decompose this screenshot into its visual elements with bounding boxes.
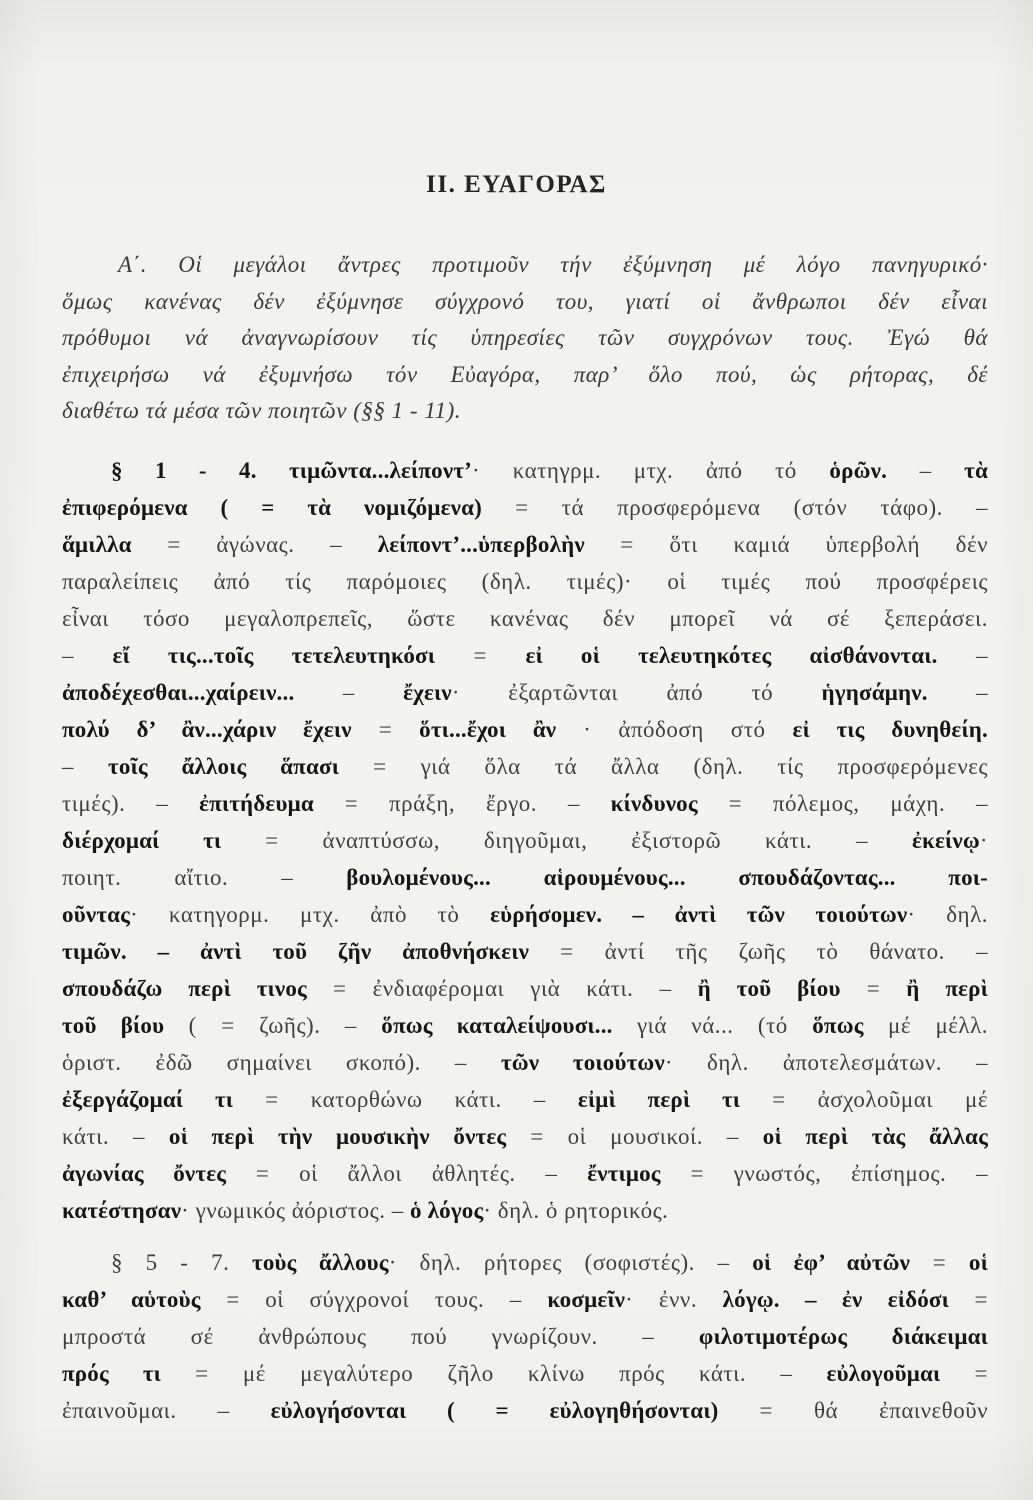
gloss-text: = ἀναπτύσσω, διηγοῦμαι, ἐξιστορῶ κάτι. –: [221, 827, 912, 853]
gloss-text: =: [351, 716, 420, 742]
gloss-text: § 5 - 7.: [111, 1249, 253, 1275]
gloss-text: =: [948, 1286, 988, 1312]
commentary-line: [62, 785, 988, 822]
gloss-text: γιά νά... (τό: [612, 1012, 813, 1038]
lemma-term: οῦντας: [62, 901, 131, 927]
gloss-text: · δηλ. ὁ ρητορικός.: [483, 1197, 669, 1223]
gloss-text: = γνωστός, ἐπίσημος. –: [660, 1160, 988, 1186]
lemma-term: λείποντ’...ὑπερβολὴν: [377, 531, 585, 557]
gloss-text: παραλείπεις ἀπό τίς παρόμοιες (δηλ. τιμές)· οἱ τιμές πού προσφέρεις: [62, 568, 988, 594]
summary-line: ὅμως κανένας δέν ἐξύμνησε σύγχρονό του, γιατί οἱ ἄνθρωποι δέν εἶναι: [62, 288, 988, 314]
gloss-text: –: [294, 679, 404, 705]
lemma-term: ὁ λόγος: [409, 1197, 484, 1223]
commentary-section-1-4: [62, 452, 988, 1229]
gloss-text: =: [910, 1249, 969, 1275]
lemma-term: ἢ περὶ: [906, 975, 988, 1001]
gloss-text: –: [937, 642, 989, 668]
commentary-line: [62, 970, 988, 1007]
gloss-text: =: [840, 975, 907, 1001]
commentary-line: [62, 1081, 988, 1118]
lemma-term: εἰ οἱ τελευτηκότες αἰσθάνονται.: [525, 642, 938, 668]
gloss-text: =: [940, 1360, 988, 1386]
lemma-term: ὁρῶν.: [829, 457, 888, 483]
lemma-term: ὅπως: [812, 1012, 864, 1038]
commentary-line: [62, 1155, 988, 1192]
lemma-term: σπουδάζω περὶ τινος: [62, 975, 307, 1001]
lemma-term: εὑρήσομεν. – ἀντὶ τῶν τοιούτων: [490, 901, 908, 927]
commentary-line: [62, 600, 988, 637]
lemma-term: οἱ: [968, 1249, 988, 1275]
gloss-text: = πόλεμος, μάχη. –: [697, 790, 989, 816]
commentary-line: [62, 1281, 988, 1318]
lemma-term: διέρχομαί τι: [62, 827, 222, 853]
commentary-line: [62, 674, 988, 711]
gloss-text: · ἐξαρτῶνται ἀπό τό: [451, 679, 822, 705]
commentary-line: [62, 489, 988, 526]
commentary-line: [62, 1007, 988, 1044]
gloss-text: ἐπαινοῦμαι. –: [62, 1397, 271, 1423]
lemma-term: εὐλογήσονται ( = εὐλογηθήσονται): [270, 1397, 719, 1423]
lemma-term: ἡγησάμην.: [821, 679, 928, 705]
gloss-text: = ὅτι καμιά ὑπερβολή δέν: [584, 531, 988, 557]
gloss-text: = πράξη, ἔργο. –: [313, 790, 611, 816]
gloss-text: = ἀντί τῆς ζωῆς τὸ θάνατο. –: [529, 938, 989, 964]
commentary-line: [62, 526, 988, 563]
lemma-term: οἱ περὶ τὴν μουσικὴν ὄντες: [168, 1123, 507, 1149]
commentary-line: [62, 1244, 988, 1281]
summary-line: διαθέτω τά μέσα τῶν ποιητῶν (§§ 1 - 11).: [62, 398, 462, 423]
lemma-term: ὅπως καταλείψουσι...: [381, 1012, 613, 1038]
gloss-text: · ἀπόδοση στό: [556, 716, 793, 742]
lemma-term: ἔχειν: [403, 679, 452, 705]
lemma-term: ἢ τοῦ βίου: [697, 975, 841, 1001]
lemma-term: τὰ: [964, 457, 989, 483]
gloss-text: = οἱ σύγχρονοί τους. –: [200, 1286, 548, 1312]
commentary-line: [62, 1118, 988, 1155]
lemma-term: εἰ τις δυνηθείη.: [792, 716, 988, 742]
gloss-text: · κατηγρμ. μτχ. ἀπό τό: [472, 457, 830, 483]
gloss-text: = μέ μεγαλύτερο ζῆλο κλίνω πρός κάτι. –: [160, 1360, 827, 1386]
gloss-text: · κατηγορμ. μτχ. ἀπὸ τὸ: [130, 901, 491, 927]
commentary-line: [62, 1044, 988, 1081]
gloss-text: = θά ἐπαινεθοῦν: [718, 1397, 988, 1423]
gloss-text: εἶναι τόσο μεγαλοπρεπεῖς, ὥστε κανένας δέν μπορεῖ νά σέ ξεπεράσει.: [62, 605, 988, 631]
lemma-term: ἐπιφερόμενα ( = τὰ νομιζόμενα): [62, 494, 482, 520]
gloss-text: –: [62, 642, 113, 668]
gloss-text: –: [887, 457, 965, 483]
gloss-text: = τά προσφερόμενα (στόν τάφο). –: [482, 494, 988, 520]
lemma-term: βουλομένους... αἱρουμένους... σπουδάζοντας... ποι-: [346, 864, 988, 890]
commentary-line: [62, 896, 988, 933]
gloss-text: = ἀσχολοῦμαι μέ: [740, 1086, 988, 1112]
lemma-term: καθ’ αὑτοὺς: [62, 1286, 201, 1312]
chapter-summary: [62, 247, 988, 430]
lemma-term: ἐξεργάζομαί τι: [62, 1086, 234, 1112]
lemma-term: ἀποδέχεσθαι...χαίρειν...: [62, 679, 295, 705]
lemma-term: οἱ ἐφ’ αὐτῶν: [752, 1249, 911, 1275]
lemma-term: ἐκείνῳ: [911, 827, 980, 853]
lemma-term: οἱ περὶ τὰς ἄλλας: [762, 1123, 988, 1149]
commentary-line: [62, 1392, 988, 1429]
summary-line: πρόθυμοι νά ἀναγνωρίσουν τίς ὑπηρεσίες τῶν συγχρόνων τους. Ἐγώ θά: [62, 325, 988, 350]
gloss-text: · δηλ.: [907, 901, 988, 927]
gloss-text: · γνωμικός ἀόριστος. –: [181, 1197, 410, 1223]
commentary-line: [62, 563, 988, 600]
lemma-term: τοῦ βίου: [62, 1012, 165, 1038]
lemma-term: ἔντιμος: [587, 1160, 661, 1186]
gloss-text: ποιητ. αἴτιο. –: [62, 864, 347, 890]
gloss-text: = γιά ὅλα τά ἄλλα (δηλ. τίς προσφερόμενες: [339, 753, 988, 779]
lemma-term: τοὺς ἄλλους: [252, 1249, 389, 1275]
lemma-term: ἅμιλλα: [62, 531, 132, 557]
lemma-term: πολύ δ’ ἂν...χάριν ἔχειν: [62, 716, 352, 742]
lemma-term: φιλοτιμοτέρως διάκειμαι: [698, 1323, 989, 1349]
gloss-text: = κατορθώνω κάτι. –: [233, 1086, 578, 1112]
lemma-term: εἴ τις...τοῖς τετελευτηκόσι: [112, 642, 436, 668]
gloss-text: ὁριστ. ἐδῶ σημαίνει σκοπό). –: [62, 1049, 501, 1075]
gloss-text: ( = ζωῆς). –: [164, 1012, 382, 1038]
commentary-line: [62, 711, 988, 748]
commentary-line: [62, 1318, 988, 1355]
lemma-term: τιμῶν. – ἀντὶ τοῦ ζῆν ἀποθνήσκειν: [62, 938, 530, 964]
gloss-text: μπροστά σέ ἀνθρώπους πού γνωρίζουν. –: [62, 1323, 699, 1349]
lemma-term: ὅτι...ἔχοι ἂν: [419, 716, 557, 742]
lemma-term: τῶν τοιούτων: [500, 1049, 665, 1075]
lemma-term: § 1 - 4. τιμῶντα...λείποντ’: [111, 457, 473, 483]
lemma-term: κοσμεῖν: [547, 1286, 626, 1312]
summary-line: ἐπιχειρήσω νά ἐξυμνήσω τόν Εὐαγόρα, παρ’ ὅλο πού, ὡς ρήτορας, δέ: [62, 361, 988, 387]
gloss-text: =: [435, 642, 526, 668]
gloss-text: ·: [979, 827, 988, 853]
commentary-line: [62, 1192, 988, 1229]
commentary-line: [62, 933, 988, 970]
commentary-line: [62, 452, 988, 489]
gloss-text: = ἐνδιαφέρομαι γιὰ κάτι. –: [306, 975, 698, 1001]
commentary-line: [62, 859, 988, 896]
lemma-term: κατέστησαν: [62, 1197, 182, 1223]
commentary-section-5-7: [62, 1244, 988, 1429]
chapter-title: II. ΕΥΑΓΟΡΑΣ: [426, 171, 607, 198]
gloss-text: · ἐνν.: [625, 1286, 723, 1312]
gloss-text: = οἱ μουσικοί. –: [506, 1123, 763, 1149]
lemma-term: λόγῳ. – ἐν εἰδόσι: [722, 1286, 949, 1312]
lemma-term: κίνδυνος: [610, 790, 698, 816]
gloss-text: τιμές). –: [62, 790, 200, 816]
lemma-term: εἰμὶ περὶ τι: [577, 1086, 741, 1112]
lemma-term: τοῖς ἄλλοις ἅπασι: [108, 753, 340, 779]
lemma-term: ἀγωνίας ὄντες: [62, 1160, 227, 1186]
commentary-line: [62, 822, 988, 859]
lemma-term: εὐλογοῦμαι: [826, 1360, 941, 1386]
gloss-text: · δηλ. ρήτορες (σοφιστές). –: [388, 1249, 753, 1275]
lemma-term: πρός τι: [62, 1360, 161, 1386]
gloss-text: μέ μέλλ.: [863, 1012, 988, 1038]
lemma-term: ἐπιτήδευμα: [199, 790, 314, 816]
gloss-text: κάτι. –: [62, 1123, 169, 1149]
commentary-line: [62, 637, 988, 674]
gloss-text: · δηλ. ἀποτελεσμάτων. –: [664, 1049, 988, 1075]
commentary-line: [62, 1355, 988, 1392]
commentary-line: [62, 748, 988, 785]
gloss-text: = οἱ ἄλλοι ἀθλητές. –: [226, 1160, 588, 1186]
summary-line: Α΄. Οἱ μεγάλοι ἄντρες προτιμοῦν τήν ἐξύμνηση μέ λόγο πανηγυρικό·: [118, 252, 988, 277]
gloss-text: –: [62, 753, 109, 779]
gloss-text: –: [927, 679, 989, 705]
gloss-text: = ἀγώνας. –: [131, 531, 378, 557]
